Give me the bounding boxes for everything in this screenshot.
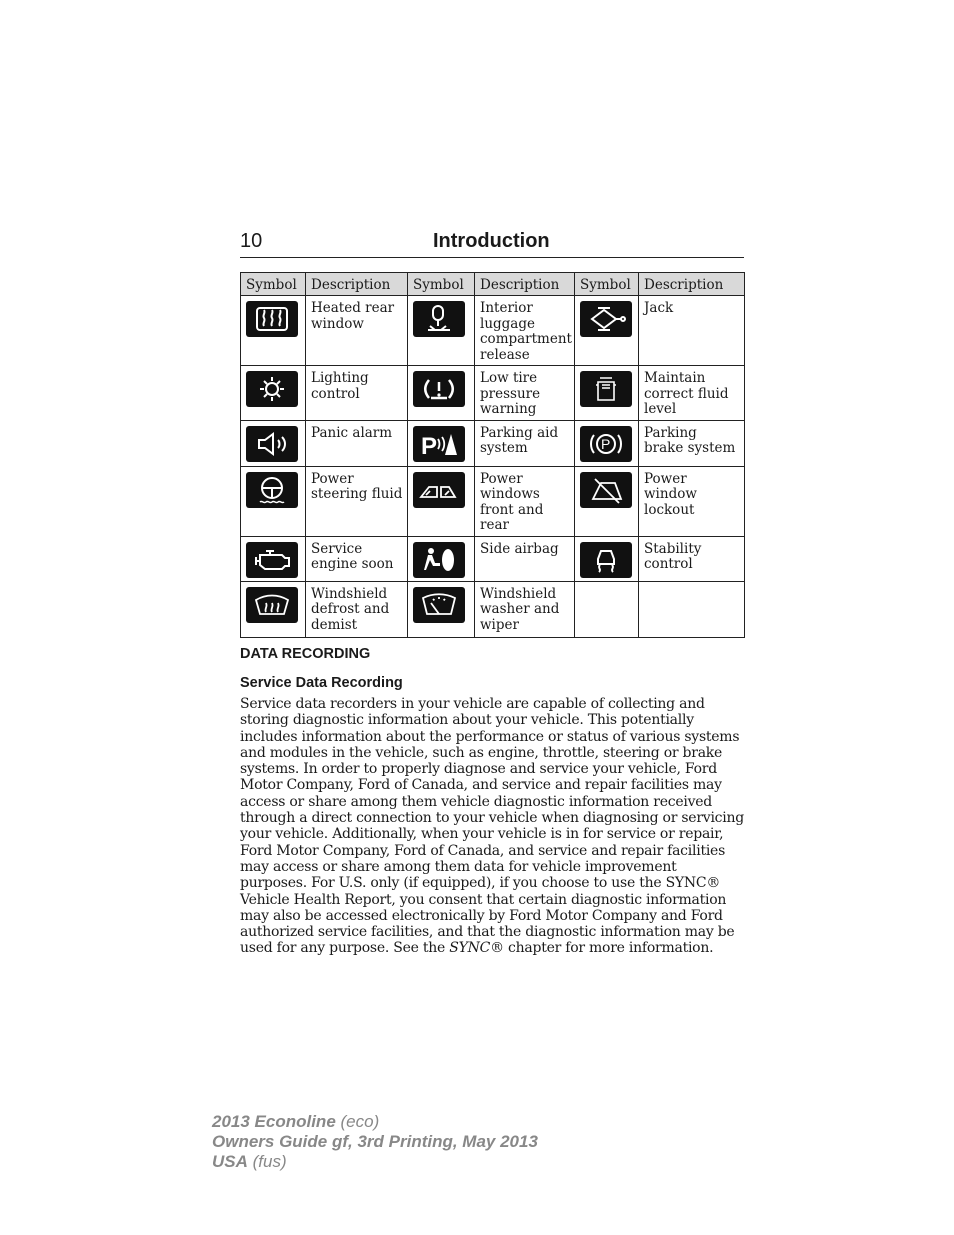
table-row bbox=[241, 366, 745, 421]
symbol-description: Parking brake system bbox=[639, 420, 745, 466]
page-number: 10 bbox=[240, 230, 263, 252]
symbol-description: Jack bbox=[639, 296, 745, 366]
footer-line bbox=[212, 1152, 538, 1172]
footer-line bbox=[212, 1112, 538, 1132]
column-header: Symbol bbox=[408, 273, 475, 296]
symbol-description: Stability control bbox=[639, 536, 745, 581]
jack-icon bbox=[580, 301, 632, 337]
page-footer bbox=[212, 1112, 538, 1172]
symbol-description: Side airbag bbox=[475, 536, 575, 581]
parking-brake-icon bbox=[580, 426, 632, 462]
table-row bbox=[241, 296, 745, 366]
low-tire-pressure-icon bbox=[413, 371, 465, 407]
table-header-row bbox=[241, 273, 745, 296]
symbol-description: Power window lockout bbox=[639, 466, 745, 536]
stability-control-icon bbox=[580, 542, 632, 578]
section-heading: DATA RECORDING bbox=[240, 646, 371, 662]
body-paragraph bbox=[240, 696, 746, 957]
svg-text:P: P bbox=[421, 432, 438, 459]
footer-printing: Owners Guide gf, 3rd Printing, May 2013 bbox=[212, 1132, 538, 1151]
power-steering-fluid-icon bbox=[246, 472, 298, 508]
column-header: Description bbox=[306, 273, 408, 296]
paragraph-text: Service data recorders in your vehicle are capable of collecting and storing diagnostic information about your vehicle. This potentially includes information about the performance or status of various systems and modules in the vehicle, such as engine, throttle, steering or brake systems. In order to properly diagnose and service your vehicle, Ford Motor Company, Ford of Canada, and service and repair facilities may access or share among them vehicle diagnostic information received through a direct connection to your vehicle when diagnosing or servicing your vehicle. Additionally, when your vehicle is in for service or repair, Ford Motor Company, Ford of Canada, and service and repair facilities may access or share among them data for vehicle improvement purposes. For U.S. only (if equipped), if you choose to use the SYNC® Vehicle Health Report, you consent that certain diagnostic information may also be accessed electronically by Ford Motor Company and Ford authorized service facilities, and that the diagnostic information may be used for any purpose. See the bbox=[240, 696, 744, 957]
side-airbag-icon bbox=[413, 542, 465, 578]
windshield-washer-icon bbox=[413, 587, 465, 623]
symbol-description: Lighting control bbox=[306, 366, 408, 421]
column-header: Symbol bbox=[241, 273, 306, 296]
symbol-description: Panic alarm bbox=[306, 420, 408, 466]
column-header: Description bbox=[475, 273, 575, 296]
paragraph-text: chapter for more information. bbox=[503, 940, 714, 957]
empty-cell bbox=[639, 581, 745, 637]
parking-aid-icon bbox=[413, 426, 465, 462]
lighting-control-icon bbox=[246, 371, 298, 407]
chapter-reference: SYNC® bbox=[449, 940, 504, 957]
svg-text:P: P bbox=[601, 435, 611, 452]
table-row bbox=[241, 466, 745, 536]
fluid-level-icon bbox=[580, 371, 632, 407]
footer-line bbox=[212, 1132, 538, 1152]
section-subheading: Service Data Recording bbox=[240, 675, 403, 691]
symbol-description: Power steering fluid bbox=[306, 466, 408, 536]
symbol-description: Heated rear window bbox=[306, 296, 408, 366]
symbol-description: Windshield defrost and demist bbox=[306, 581, 408, 637]
symbol-description: Windshield washer and wiper bbox=[475, 581, 575, 637]
symbol-description: Low tire pressure warning bbox=[475, 366, 575, 421]
column-header: Symbol bbox=[575, 273, 639, 296]
page-header bbox=[240, 229, 744, 258]
symbol-description: Interior luggage compartment release bbox=[475, 296, 575, 366]
power-windows-icon bbox=[413, 472, 465, 508]
table-row bbox=[241, 420, 745, 466]
symbol-description: Service engine soon bbox=[306, 536, 408, 581]
heated-rear-window-icon bbox=[246, 301, 298, 337]
symbol-table bbox=[240, 272, 745, 638]
empty-cell bbox=[575, 581, 639, 637]
panic-alarm-icon bbox=[246, 426, 298, 462]
footer-model: 2013 Econoline bbox=[212, 1112, 336, 1131]
table-row bbox=[241, 536, 745, 581]
footer-code: (fus) bbox=[247, 1152, 287, 1171]
power-window-lockout-icon bbox=[580, 472, 632, 508]
windshield-defrost-icon bbox=[246, 587, 298, 623]
page-title: Introduction bbox=[433, 230, 550, 252]
footer-market: USA bbox=[212, 1152, 248, 1171]
symbol-description: Power windows front and rear bbox=[475, 466, 575, 536]
symbol-description: Parking aid system bbox=[475, 420, 575, 466]
interior-luggage-release-icon bbox=[413, 301, 465, 337]
symbol-description: Maintain correct fluid level bbox=[639, 366, 745, 421]
table-row bbox=[241, 581, 745, 637]
service-engine-icon bbox=[246, 542, 298, 578]
column-header: Description bbox=[639, 273, 745, 296]
footer-code: (eco) bbox=[335, 1112, 380, 1131]
